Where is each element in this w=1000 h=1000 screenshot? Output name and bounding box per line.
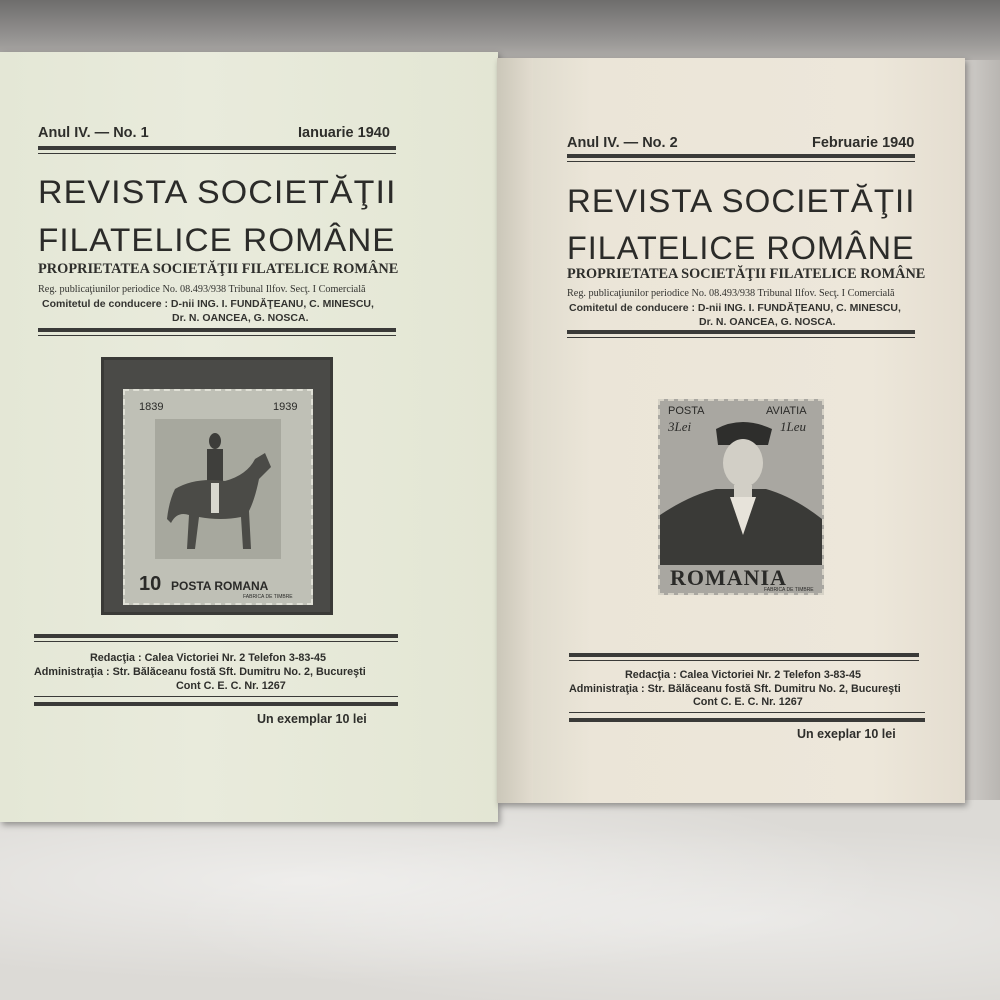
stamp-year-right: 1939 [273, 401, 298, 413]
stamp-label: ROMANIA [670, 565, 787, 590]
registration-line: Reg. publicaţiunilor periodice No. 08.493/938 Tribunal Ilfov. Secţ. I Comercială [38, 284, 366, 295]
title-line-1: REVISTA SOCIETĂŢII [38, 174, 397, 210]
title-line-1: REVISTA SOCIETĂŢII [567, 183, 916, 219]
footer-bottom-rule [34, 702, 398, 706]
magazine-cover-issue-2 [497, 58, 965, 803]
account-number: Cont C. E. C. Nr. 1267 [693, 696, 803, 708]
header-rule-thin [567, 161, 915, 162]
stamp-top-left: POSTA [668, 405, 705, 417]
registration-line: Reg. publicaţiunilor periodice No. 08.493/938 Tribunal Ilfov. Secţ. I Comercială [567, 288, 895, 299]
price: Un exeplar 10 lei [797, 727, 896, 741]
stamp-value: 10 [139, 573, 162, 595]
footer-top-rule [569, 653, 919, 657]
header-rule [567, 154, 915, 158]
editorial-office: Redacţia : Calea Victoriei Nr. 2 Telefon 3-83-45 [90, 652, 327, 664]
stamp-frame [101, 357, 333, 615]
committee-line-2: Dr. N. OANCEA, G. NOSCA. [699, 316, 836, 328]
footer-bottom-rule-thin [569, 712, 925, 713]
committee-line-1: Comitetul de conducere : D-nii ING. I. FUNDĂŢEANU, C. MINESCU, [569, 302, 901, 314]
footer-bottom-rule-thin [34, 696, 398, 697]
price: Un exemplar 10 lei [257, 712, 367, 726]
title-line-2: FILATELICE ROMÂNE [38, 222, 396, 258]
header-bottom-rule [38, 328, 396, 332]
header-rule-thin [38, 153, 396, 154]
stamp-value-left: 3Lei [668, 419, 692, 434]
subtitle: PROPRIETATEA SOCIETĂŢII FILATELICE ROMÂNE [38, 261, 399, 277]
stamp-printer: FABRICA DE TIMBRE [764, 587, 814, 593]
stamp-aviator-portrait [658, 399, 824, 595]
footer-top-rule [34, 634, 398, 638]
magazine-cover-issue-1 [0, 52, 498, 822]
committee-line-1: Comitetul de conducere : D-nii ING. I. FUNDĂŢEANU, C. MINESCU, [42, 298, 374, 310]
background-foam [0, 800, 1000, 1000]
spine-shadow [497, 58, 533, 803]
portrait-illustration [660, 415, 822, 565]
subtitle: PROPRIETATEA SOCIETĂŢII FILATELICE ROMÂNE [567, 266, 926, 282]
stamp-top-right: AVIATIA [766, 405, 807, 417]
stamp-year-left: 1839 [139, 401, 164, 413]
stamp-value-right: 1Leu [780, 419, 806, 434]
issue-date: Ianuarie 1940 [298, 125, 390, 141]
footer-top-rule-thin [34, 641, 398, 642]
committee-line-2: Dr. N. OANCEA, G. NOSCA. [172, 312, 309, 324]
volume-number: Anul IV. — No. 2 [567, 135, 678, 151]
stamp-label: POSTA ROMANA [171, 579, 269, 593]
stamp-king-on-horse [123, 389, 313, 605]
header-bottom-rule [567, 330, 915, 334]
account-number: Cont C. E. C. Nr. 1267 [176, 680, 286, 692]
title-line-2: FILATELICE ROMÂNE [567, 230, 915, 266]
footer-bottom-rule [569, 718, 925, 722]
header-rule [38, 146, 396, 150]
stamp-printer: FABRICA DE TIMBRE [243, 594, 293, 600]
editorial-office: Redacţia : Calea Victoriei Nr. 2 Telefon 3-83-45 [625, 669, 862, 681]
volume-number: Anul IV. — No. 1 [38, 125, 149, 141]
administration-address: Administraţia : Str. Bălăceanu fostă Sft. Dumitru No. 2, Bucureşti [34, 666, 366, 678]
administration-address: Administraţia : Str. Bălăceanu fostă Sft. Dumitru No. 2, Bucureşti [569, 683, 901, 695]
header-bottom-rule-thin [567, 337, 915, 338]
header-bottom-rule-thin [38, 335, 396, 336]
horseman-illustration [155, 419, 281, 559]
background-right [965, 60, 1000, 820]
footer-top-rule-thin [569, 660, 919, 661]
issue-date: Februarie 1940 [812, 135, 915, 151]
